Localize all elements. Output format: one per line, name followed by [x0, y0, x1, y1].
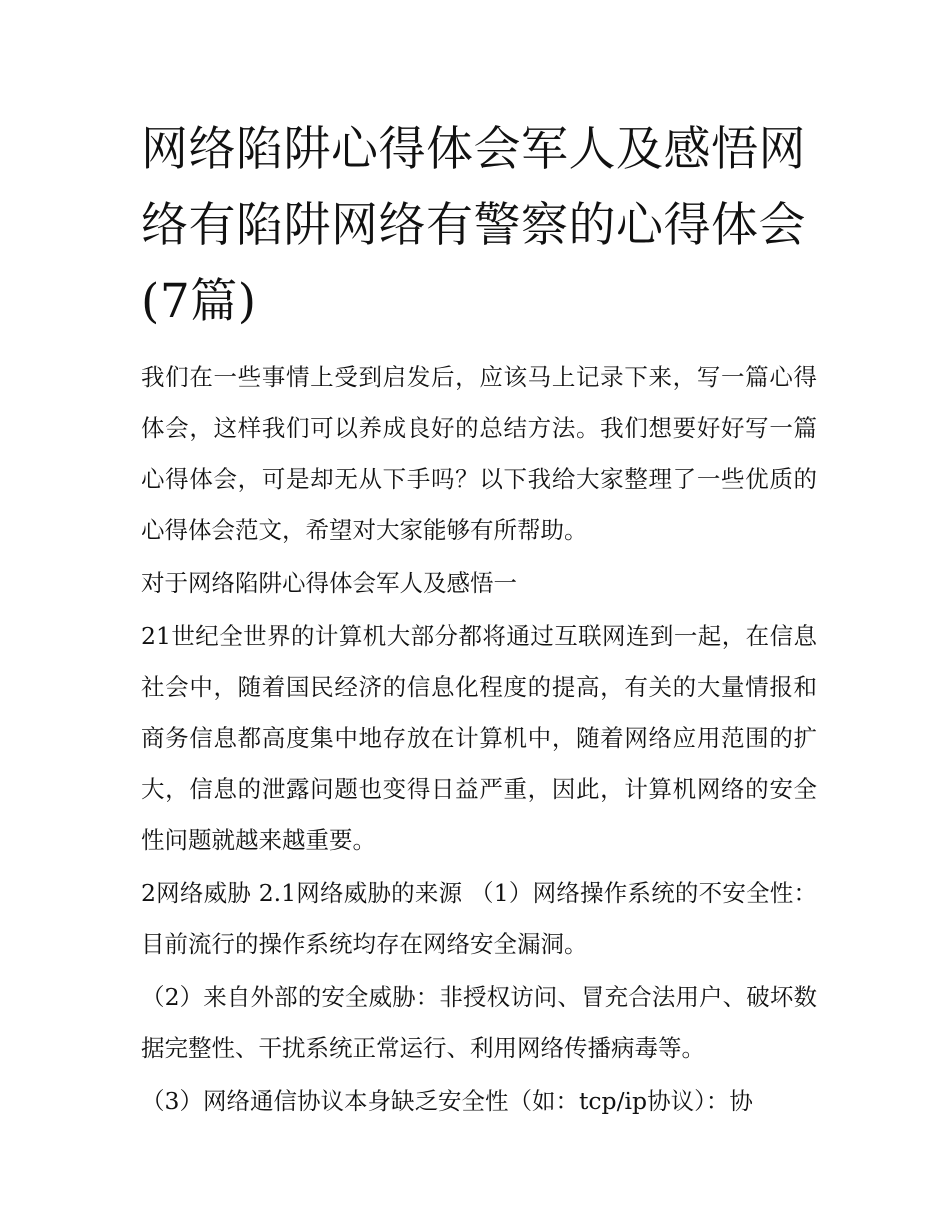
document-title: 网络陷阱心得体会军人及感悟网络有陷阱网络有警察的心得体会(7篇): [141, 122, 806, 329]
section-heading: 对于网络陷阱心得体会军人及感悟一: [141, 569, 517, 597]
body-paragraph: 21世纪全世界的计算机大部分都将通过互联网连到一起，在信息社会中，随着国民经济的信息化程度的提高，有关的大量情报和商务信息都高度集中地存放在计算机中，随着网络应用范围的扩大，信息的泄露问题也变得日益严重，因此，计算机网络的安全性问题就越来越重要。: [141, 622, 817, 854]
body-paragraph: （2）来自外部的安全威胁：非授权访问、冒充合法用户、破坏数据完整性、干扰系统正常运行、利用网络传播病毒等。: [141, 983, 817, 1062]
body-paragraph: 2网络威胁 2.1网络威胁的来源 （1）网络操作系统的不安全性：目前流行的操作系统均存在网络安全漏洞。: [141, 879, 817, 958]
intro-paragraph: 我们在一些事情上受到启发后，应该马上记录下来，写一篇心得体会，这样我们可以养成良好的总结方法。我们想要好好写一篇心得体会，可是却无从下手吗？以下我给大家整理了一些优质的心得体会范文，希望对大家能够有所帮助。: [141, 363, 817, 544]
body-paragraph: （3）网络通信协议本身缺乏安全性（如：tcp/ip协议）：协: [141, 1087, 753, 1115]
document-body: [141, 112, 817, 1129]
